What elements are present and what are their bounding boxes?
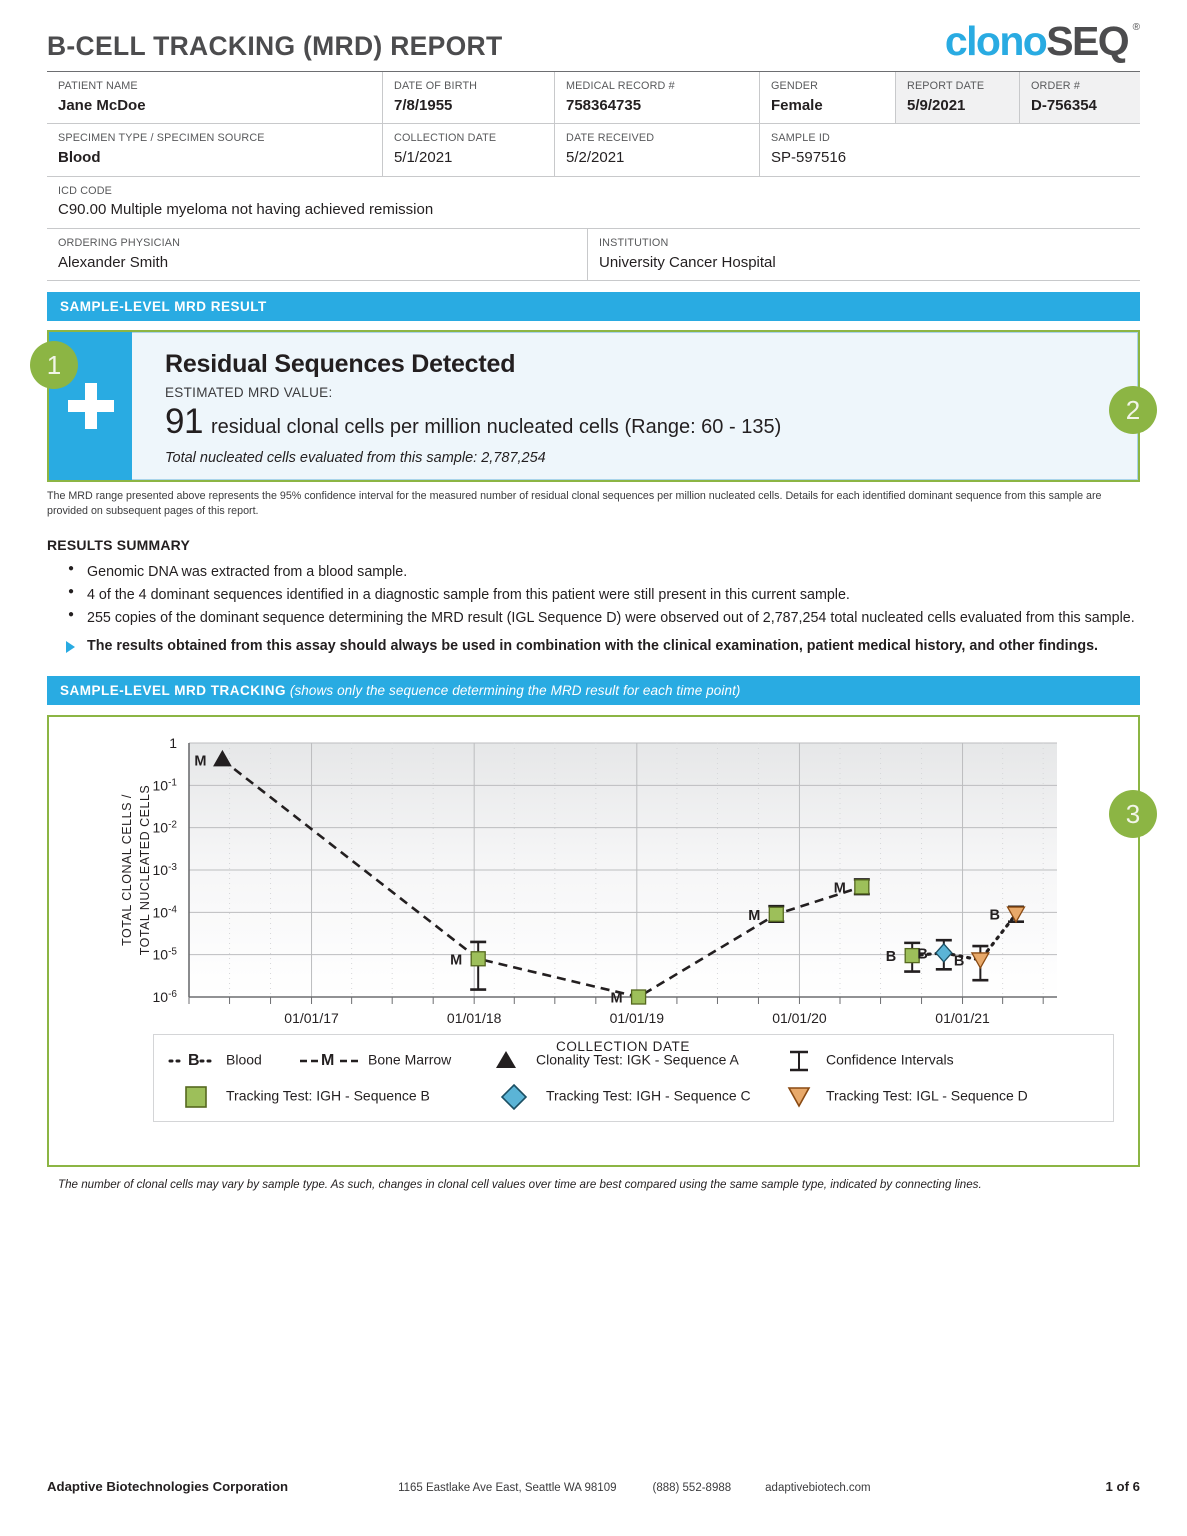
info-cell-icd-code — [47, 177, 1140, 228]
info-cell-patient-name — [47, 72, 382, 123]
info-cell-institution — [587, 229, 1140, 280]
y-tick-label: $10^{-6}$ — [152, 988, 177, 1006]
info-row-2 — [47, 124, 1140, 176]
info-cell-sample-id — [759, 124, 1140, 175]
info-label: DATE OF BIRTH — [394, 80, 478, 92]
y-axis-title-line2: TOTAL NUCLEATED CELLS — [138, 785, 152, 956]
x-tick-label: 01/01/21 — [935, 1010, 990, 1027]
data-point-label: B — [989, 907, 1001, 924]
info-cell-date-received — [554, 124, 759, 175]
x-tick-label: 01/01/18 — [446, 1010, 502, 1027]
legend-label-sequence-d: Tracking Test: IGL - Sequence D — [826, 1088, 1028, 1105]
bullet-icon: ● — [68, 562, 75, 574]
info-cell-order — [1019, 72, 1140, 123]
info-cell-gender — [759, 72, 895, 123]
y-tick-label: $10^{-4}$ — [152, 904, 177, 921]
legend-triangle-down-icon — [789, 1088, 809, 1106]
plot-area — [57, 727, 1130, 1055]
result-box — [47, 330, 1140, 482]
legend-label-sequence-b: Tracking Test: IGH - Sequence B — [226, 1088, 430, 1105]
logo-clono-text: clono — [944, 18, 1047, 64]
legend-label-bone-marrow: Bone Marrow — [368, 1052, 452, 1069]
results-summary-bullet — [47, 584, 1140, 607]
y-tick-label: $10^{-2}$ — [152, 819, 177, 837]
info-label: PATIENT NAME — [58, 80, 138, 92]
info-value: 5/1/2021 — [394, 148, 453, 166]
mrd-value: 91 — [165, 402, 203, 442]
info-value: 7/8/1955 — [394, 96, 453, 114]
bullet-text: 255 copies of the dominant sequence determining the MRD result (IGL Sequence D) were observed out of 2,787,254 total nucleated cells evaluated from this sample. — [87, 610, 1135, 627]
data-point-label: M — [833, 880, 846, 897]
info-label: ICD CODE — [58, 184, 112, 197]
data-point-label: M — [450, 952, 463, 969]
info-label: ORDER # — [1031, 80, 1081, 92]
info-cell-ordering-physician — [47, 229, 587, 280]
info-value: 5/2/2021 — [566, 148, 625, 166]
bullet-icon: ● — [68, 585, 75, 597]
info-label: COLLECTION DATE — [394, 132, 497, 145]
y-tick-label: $10^{-3}$ — [152, 861, 177, 879]
info-cell-medical-record — [554, 72, 759, 123]
arrow-note-text: The results obtained from this assay should always be used in combination with the clinical examination, patient medical history, and other findings. — [87, 638, 1099, 655]
info-label: SPECIMEN TYPE / SPECIMEN SOURCE — [58, 132, 265, 145]
info-value: 758364735 — [566, 96, 642, 114]
legend-label-blood: Blood — [226, 1052, 262, 1069]
results-summary-heading: RESULTS SUMMARY — [47, 536, 190, 553]
footer-website[interactable]: adaptivebiotech.com — [765, 1482, 871, 1494]
legend-label-sequence-c: Tracking Test: IGH - Sequence C — [546, 1088, 751, 1105]
bullet-text: 4 of the 4 dominant sequences identified in a diagnostic sample from this patient were still present in this current sample. — [87, 586, 850, 603]
info-label: SAMPLE ID — [771, 132, 830, 145]
info-value: University Cancer Hospital — [599, 253, 776, 271]
info-label: INSTITUTION — [599, 236, 669, 249]
info-label: REPORT DATE — [907, 80, 985, 92]
info-label: GENDER — [771, 80, 819, 92]
legend-label-sequence-a: Clonality Test: IGK - Sequence A — [536, 1052, 739, 1069]
marker-square-icon — [632, 990, 646, 1004]
footer-phone: (888) 552-8988 — [652, 1482, 732, 1494]
mrd-result-callout — [47, 330, 1140, 482]
results-summary-bullet — [47, 561, 1140, 584]
results-summary-list — [47, 561, 1140, 659]
y-tick-label: $10^{-5}$ — [152, 946, 177, 964]
result-body — [132, 332, 1138, 480]
callout-badge-1: 1 — [30, 341, 78, 389]
info-value: Blood — [58, 148, 101, 166]
legend-bonemarrow-marker-icon: M — [321, 1052, 335, 1070]
info-value: 5/9/2021 — [907, 96, 966, 114]
section-header-mrd-tracking — [47, 676, 1140, 705]
data-point-label: M — [748, 908, 761, 925]
callout-badge-3: 3 — [1109, 790, 1157, 838]
tracking-band-subtitle: (shows only the sequence determining the MRD result for each time point) — [286, 683, 741, 699]
data-point-label: B — [885, 949, 897, 966]
info-row-4 — [47, 229, 1140, 281]
info-row-3 — [47, 177, 1140, 229]
data-point-label: M — [610, 990, 623, 1007]
marker-square-icon — [855, 880, 869, 894]
mrd-tracking-plot — [57, 727, 1117, 1057]
marker-square-icon — [769, 908, 783, 922]
info-value: Alexander Smith — [58, 253, 169, 271]
section-header-mrd-result: SAMPLE-LEVEL MRD RESULT — [47, 292, 1140, 321]
legend-svg — [154, 1035, 1114, 1121]
arrow-right-icon — [66, 641, 75, 653]
legend-blood-marker-icon: B — [188, 1052, 200, 1070]
legend-triangle-up-icon — [496, 1051, 516, 1068]
data-point-label: B — [917, 946, 928, 963]
info-value: Female — [771, 96, 823, 114]
data-point-label: M — [194, 753, 207, 770]
marker-square-icon — [471, 952, 485, 966]
x-tick-label: 01/01/17 — [284, 1010, 339, 1027]
x-tick-label: 01/01/19 — [609, 1010, 665, 1027]
chart-caption: The number of clonal cells may vary by sample type. As such, changes in clonal cell values over time are best compared using the same sample type, indicated by connecting lines. — [58, 1178, 982, 1192]
logo-seq-text: SEQ — [1046, 18, 1128, 64]
result-title: Residual Sequences Detected — [165, 350, 516, 379]
page-header — [47, 0, 1140, 62]
result-value-line — [165, 402, 1137, 442]
total-nucleated-cells-note: Total nucleated cells evaluated from this sample: 2,787,254 — [165, 450, 546, 467]
mrd-tracking-chart-wrap — [47, 715, 1140, 1167]
chart-legend — [153, 1034, 1114, 1122]
info-label: DATE RECEIVED — [566, 132, 655, 145]
info-cell-report-date — [895, 72, 1019, 123]
info-label: MEDICAL RECORD # — [566, 80, 675, 92]
info-value: SP-597516 — [771, 148, 847, 166]
footer-page-number: 1 of 6 — [1105, 1479, 1140, 1494]
x-tick-label: 01/01/20 — [772, 1010, 827, 1027]
legend-label-confidence-intervals: Confidence Intervals — [826, 1052, 954, 1069]
mrd-tracking-chart — [47, 715, 1140, 1167]
page-title: B-CELL TRACKING (MRD) REPORT — [47, 31, 503, 61]
result-subtitle: ESTIMATED MRD VALUE: — [165, 385, 333, 401]
patient-info-table — [47, 71, 1140, 281]
y-tick-label: 1 — [169, 735, 177, 752]
plus-icon — [68, 383, 114, 429]
y-axis-title-line1: TOTAL CLONAL CELLS / — [120, 794, 134, 947]
info-label: ORDERING PHYSICIAN — [58, 236, 181, 249]
info-cell-collection-date — [382, 124, 554, 175]
data-point-label: B — [953, 953, 965, 970]
y-tick-label: $10^{-1}$ — [152, 777, 177, 794]
callout-badge-2: 2 — [1109, 386, 1157, 434]
mrd-value-units: residual clonal cells per million nucleated cells (Range: 60 - 135) — [210, 416, 782, 439]
bullet-text: Genomic DNA was extracted from a blood sample. — [87, 563, 408, 580]
bullet-icon: ● — [68, 609, 75, 621]
info-value: D-756354 — [1031, 96, 1097, 114]
footer-address: 1165 Eastlake Ave East, Seattle WA 98109 — [398, 1482, 617, 1494]
results-summary-bullet — [47, 607, 1140, 630]
clonoseq-logo — [944, 18, 1140, 64]
tracking-band-title: SAMPLE-LEVEL MRD TRACKING — [60, 683, 287, 699]
mrd-range-footnote: The MRD range presented above represents the 95% confidence interval for the measured number of residual clonal sequences per million nucleated cells. Details for each identified dominant sequence from this sample are provided on subsequent pages of this report. — [47, 490, 1102, 518]
legend-diamond-icon — [502, 1085, 526, 1109]
info-row-1 — [47, 72, 1140, 124]
results-summary-arrow-note — [47, 635, 1140, 658]
registered-trademark-icon: ® — [1132, 22, 1140, 33]
info-cell-date-of-birth — [382, 72, 554, 123]
footer-company: Adaptive Biotechnologies Corporation — [47, 1479, 289, 1494]
page-footer — [47, 1479, 1140, 1494]
info-cell-specimen-type-specimen-source — [47, 124, 382, 175]
legend-square-icon — [186, 1087, 206, 1107]
x-axis-title: COLLECTION DATE — [555, 1039, 691, 1055]
info-value: C90.00 Multiple myeloma not having achieved remission — [58, 201, 434, 219]
info-value: Jane McDoe — [58, 96, 146, 114]
